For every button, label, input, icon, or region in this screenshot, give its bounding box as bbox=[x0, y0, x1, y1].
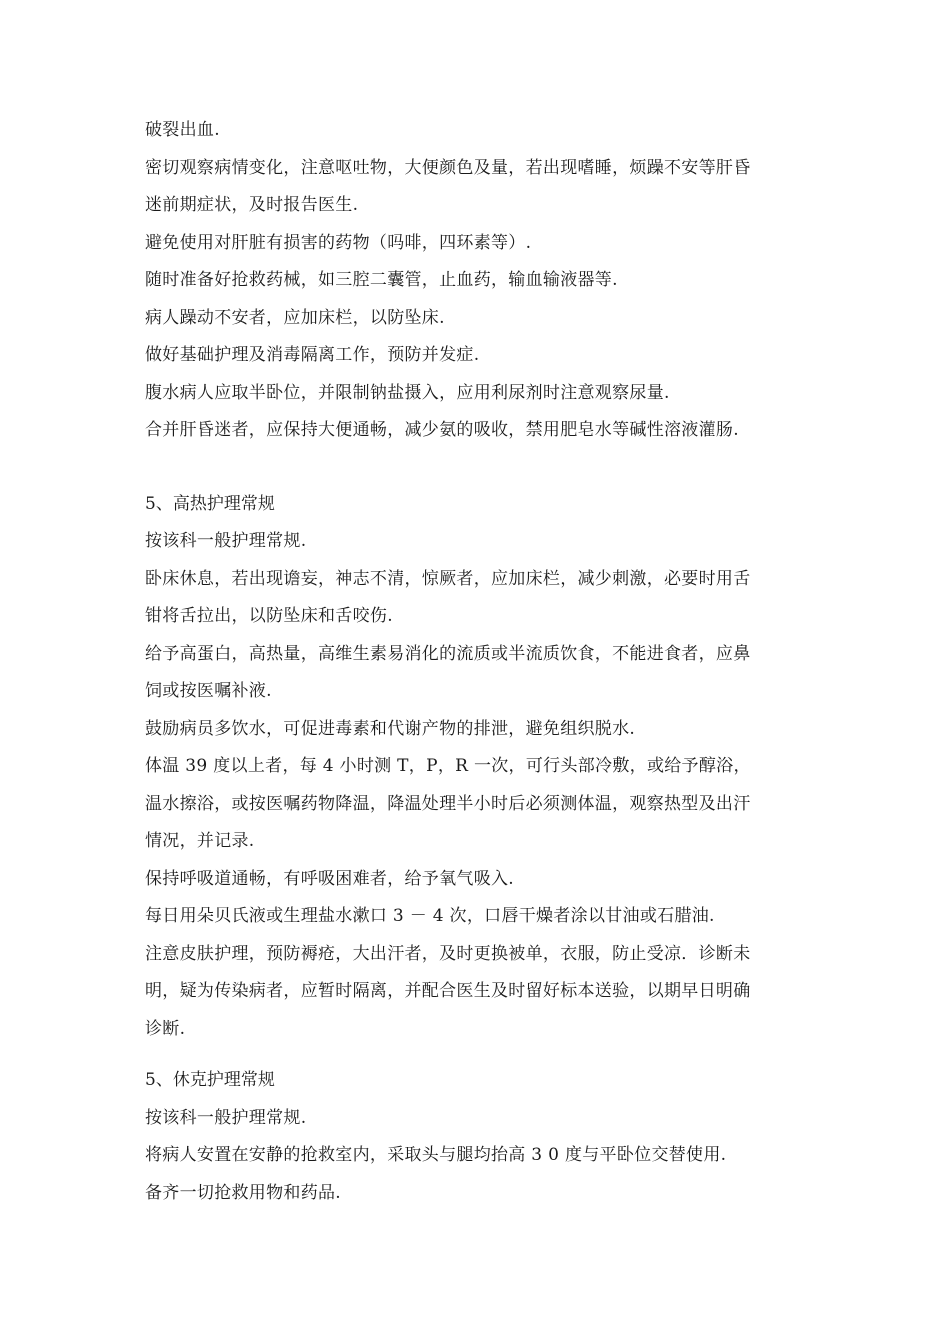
document-page bbox=[145, 112, 815, 1212]
paragraph-line: 合并肝昏迷者，应保持大便通畅，减少氨的吸收，禁用肥皂水等碱性溶液灌肠. bbox=[145, 420, 739, 440]
paragraph-line: 鼓励病员多饮水，可促进毒素和代谢产物的排泄，避免组织脱水. bbox=[145, 718, 636, 739]
section-spacer bbox=[145, 468, 815, 486]
paragraph-line: 备齐一切抢救用物和药品. bbox=[145, 1182, 342, 1203]
paragraph-line: 饲或按医嘱补液. bbox=[145, 681, 272, 701]
paragraph-line: 保持呼吸道通畅，有呼吸困难者，给予氧气吸入. bbox=[145, 868, 515, 889]
paragraph-line: 随时准备好抢救药械，如三腔二囊管，止血药，输血输液器等. bbox=[145, 270, 618, 290]
paragraph-line: 将病人安置在安静的抢救室内，采取头与腿均抬高 3 0 度与平卧位交替使用. bbox=[145, 1145, 727, 1165]
section-previous-continued bbox=[145, 112, 815, 450]
paragraph-line: 避免使用对肝脏有损害的药物（吗啡，四环素等）. bbox=[145, 232, 532, 253]
paragraph-line: 体温 39 度以上者，每 4 小时测 T，P，R 一次，可行头部冷敷，或给予醇浴， bbox=[145, 756, 751, 776]
paragraph-line: 按该科一般护理常规. bbox=[145, 531, 307, 551]
section-heading: 5、高热护理常规 bbox=[145, 493, 275, 514]
paragraph-line: 诊断. bbox=[145, 1018, 186, 1039]
paragraph-line: 做好基础护理及消毒隔离工作，预防并发症. bbox=[145, 345, 480, 365]
section-shock-care bbox=[145, 1062, 815, 1212]
paragraph-line: 注意皮肤护理，预防褥疮，大出汗者，及时更换被单，衣服，防止受凉．诊断未 bbox=[145, 943, 751, 964]
paragraph-line: 病人躁动不安者，应加床栏，以防坠床. bbox=[145, 307, 445, 328]
section-high-fever-care bbox=[145, 486, 815, 1049]
paragraph-line: 密切观察病情变化，注意呕吐物，大便颜色及量，若出现嗜睡，烦躁不安等肝昏 bbox=[145, 157, 751, 178]
section-spacer bbox=[145, 1048, 815, 1062]
paragraph-line: 温水擦浴，或按医嘱药物降温，降温处理半小时后必须测体温，观察热型及出汗 bbox=[145, 793, 751, 814]
paragraph-line: 迷前期症状，及时报告医生. bbox=[145, 195, 359, 215]
paragraph-line: 钳将舌拉出，以防坠床和舌咬伤. bbox=[145, 606, 393, 626]
paragraph-line: 情况，并记录. bbox=[145, 831, 255, 851]
paragraph-line: 给予高蛋白，高热量，高维生素易消化的流质或半流质饮食，不能进食者，应鼻 bbox=[145, 643, 751, 664]
paragraph-line: 卧床休息，若出现谵妄，神志不清，惊厥者，应加床栏，减少刺激，必要时用舌 bbox=[145, 568, 751, 589]
section-spacer bbox=[145, 450, 815, 468]
paragraph-line: 每日用朵贝氏液或生理盐水漱口 3 － 4 次，口唇干燥者涂以甘油或石腊油. bbox=[145, 906, 715, 926]
paragraph-line: 腹水病人应取半卧位，并限制钠盐摄入，应用利尿剂时注意观察尿量. bbox=[145, 382, 670, 403]
paragraph-line: 破裂出血. bbox=[145, 120, 220, 140]
paragraph-line: 按该科一般护理常规. bbox=[145, 1107, 307, 1128]
paragraph-line: 明，疑为传染病者，应暂时隔离，并配合医生及时留好标本送验，以期早日明确 bbox=[145, 981, 751, 1001]
section-heading: 5、休克护理常规 bbox=[145, 1070, 275, 1090]
